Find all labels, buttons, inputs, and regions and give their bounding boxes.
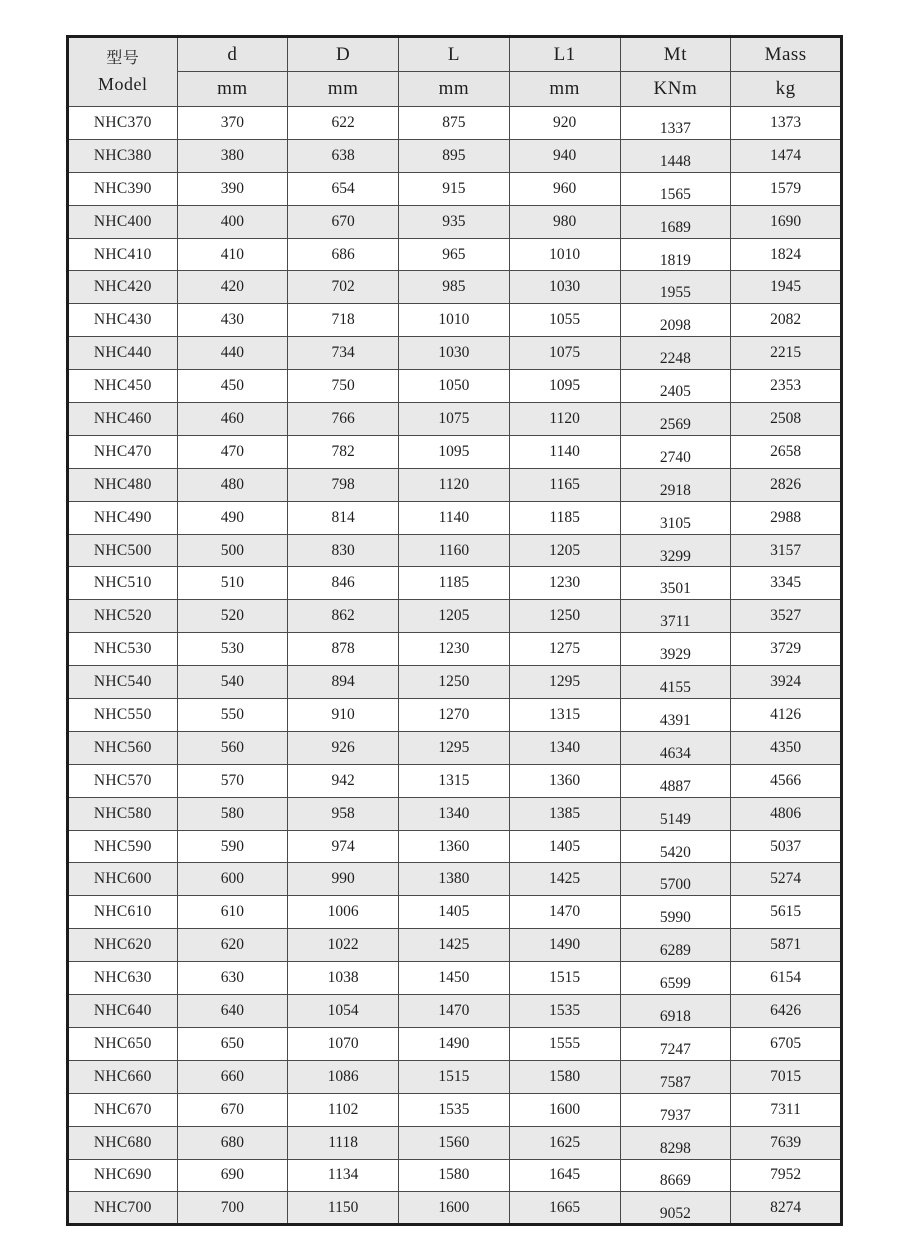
value-cell-Mt: 4155	[620, 666, 731, 699]
model-cell: NHC630	[68, 962, 178, 995]
value-cell-D: 782	[288, 435, 399, 468]
model-cell: NHC650	[68, 1027, 178, 1060]
table-row	[68, 896, 842, 929]
value-cell-D: 670	[288, 205, 399, 238]
value-cell-D: 830	[288, 534, 399, 567]
value-cell-L: 965	[399, 238, 510, 271]
value-cell-D: 1086	[288, 1060, 399, 1093]
value-cell-D: 1102	[288, 1093, 399, 1126]
value-cell-Mass: 1690	[731, 205, 842, 238]
model-cell: NHC670	[68, 1093, 178, 1126]
value-cell-D: 654	[288, 172, 399, 205]
table-row	[68, 863, 842, 896]
value-cell-D: 622	[288, 107, 399, 140]
value-cell-L1: 1360	[509, 764, 620, 797]
value-cell-d: 680	[177, 1126, 288, 1159]
value-cell-Mt: 1337	[620, 107, 731, 140]
value-cell-D: 1118	[288, 1126, 399, 1159]
model-cell: NHC490	[68, 501, 178, 534]
value-cell-Mass: 1474	[731, 139, 842, 172]
value-cell-Mt: 8298	[620, 1126, 731, 1159]
value-cell-L: 915	[399, 172, 510, 205]
model-cell: NHC460	[68, 403, 178, 436]
value-cell-L1: 1075	[509, 337, 620, 370]
value-cell-Mass: 3924	[731, 666, 842, 699]
unit-header-Mass: kg	[731, 72, 842, 107]
value-cell-d: 390	[177, 172, 288, 205]
value-cell-L: 1270	[399, 699, 510, 732]
value-cell-L1: 1030	[509, 271, 620, 304]
value-cell-Mt: 3501	[620, 567, 731, 600]
value-cell-Mt: 2405	[620, 370, 731, 403]
value-cell-Mass: 6426	[731, 995, 842, 1028]
model-cell: NHC480	[68, 468, 178, 501]
value-cell-L: 1425	[399, 929, 510, 962]
table-row	[68, 764, 842, 797]
value-cell-d: 630	[177, 962, 288, 995]
value-cell-d: 490	[177, 501, 288, 534]
value-cell-L1: 1555	[509, 1027, 620, 1060]
value-cell-d: 700	[177, 1192, 288, 1225]
value-cell-Mt: 6599	[620, 962, 731, 995]
value-cell-Mt: 3711	[620, 600, 731, 633]
value-cell-Mt: 5990	[620, 896, 731, 929]
value-cell-d: 650	[177, 1027, 288, 1060]
value-cell-d: 380	[177, 139, 288, 172]
model-cell: NHC530	[68, 633, 178, 666]
value-cell-Mass: 1824	[731, 238, 842, 271]
value-cell-D: 1022	[288, 929, 399, 962]
value-cell-d: 540	[177, 666, 288, 699]
value-cell-L1: 1645	[509, 1159, 620, 1192]
value-cell-L1: 1295	[509, 666, 620, 699]
value-cell-Mass: 1579	[731, 172, 842, 205]
value-cell-L1: 1095	[509, 370, 620, 403]
value-cell-L: 1010	[399, 304, 510, 337]
value-cell-D: 862	[288, 600, 399, 633]
value-cell-L1: 1515	[509, 962, 620, 995]
value-cell-D: 926	[288, 731, 399, 764]
value-cell-d: 590	[177, 830, 288, 863]
value-cell-L1: 1470	[509, 896, 620, 929]
value-cell-Mass: 2988	[731, 501, 842, 534]
model-cell: NHC400	[68, 205, 178, 238]
value-cell-D: 878	[288, 633, 399, 666]
value-cell-Mass: 5274	[731, 863, 842, 896]
table-row	[68, 962, 842, 995]
value-cell-D: 638	[288, 139, 399, 172]
value-cell-L: 1250	[399, 666, 510, 699]
value-cell-L1: 1140	[509, 435, 620, 468]
column-header-L1: L1	[509, 37, 620, 72]
value-cell-d: 620	[177, 929, 288, 962]
value-cell-L: 1340	[399, 797, 510, 830]
value-cell-L: 1515	[399, 1060, 510, 1093]
value-cell-Mt: 3929	[620, 633, 731, 666]
table-row	[68, 995, 842, 1028]
value-cell-Mass: 7639	[731, 1126, 842, 1159]
value-cell-L: 1380	[399, 863, 510, 896]
value-cell-D: 718	[288, 304, 399, 337]
table-row	[68, 1192, 842, 1225]
value-cell-d: 560	[177, 731, 288, 764]
value-cell-d: 600	[177, 863, 288, 896]
model-cell: NHC410	[68, 238, 178, 271]
table-row	[68, 600, 842, 633]
model-header-zh: 型号	[106, 49, 140, 67]
value-cell-D: 798	[288, 468, 399, 501]
model-cell: NHC590	[68, 830, 178, 863]
value-cell-Mt: 1565	[620, 172, 731, 205]
model-cell: NHC620	[68, 929, 178, 962]
model-cell: NHC470	[68, 435, 178, 468]
value-cell-Mt: 5700	[620, 863, 731, 896]
value-cell-Mt: 1955	[620, 271, 731, 304]
value-cell-Mass: 7952	[731, 1159, 842, 1192]
table-row	[68, 370, 842, 403]
spec-table	[66, 35, 843, 1226]
value-cell-D: 702	[288, 271, 399, 304]
value-cell-d: 610	[177, 896, 288, 929]
value-cell-Mass: 5037	[731, 830, 842, 863]
value-cell-Mt: 2918	[620, 468, 731, 501]
value-cell-L: 1295	[399, 731, 510, 764]
value-cell-D: 958	[288, 797, 399, 830]
value-cell-Mt: 2248	[620, 337, 731, 370]
table-row	[68, 501, 842, 534]
value-cell-L1: 1580	[509, 1060, 620, 1093]
value-cell-L1: 1315	[509, 699, 620, 732]
table-row	[68, 797, 842, 830]
value-cell-Mass: 3345	[731, 567, 842, 600]
table-row	[68, 699, 842, 732]
value-cell-Mt: 7247	[620, 1027, 731, 1060]
value-cell-D: 766	[288, 403, 399, 436]
value-cell-Mass: 1945	[731, 271, 842, 304]
value-cell-L: 1405	[399, 896, 510, 929]
value-cell-Mass: 6154	[731, 962, 842, 995]
table-row	[68, 238, 842, 271]
value-cell-D: 1070	[288, 1027, 399, 1060]
model-cell: NHC600	[68, 863, 178, 896]
value-cell-D: 942	[288, 764, 399, 797]
model-cell: NHC580	[68, 797, 178, 830]
value-cell-Mt: 1819	[620, 238, 731, 271]
value-cell-Mt: 4391	[620, 699, 731, 732]
value-cell-Mass: 4566	[731, 764, 842, 797]
table-header	[68, 37, 842, 107]
value-cell-D: 686	[288, 238, 399, 271]
value-cell-L1: 1120	[509, 403, 620, 436]
model-cell: NHC520	[68, 600, 178, 633]
value-cell-L1: 1185	[509, 501, 620, 534]
value-cell-Mass: 3157	[731, 534, 842, 567]
value-cell-D: 990	[288, 863, 399, 896]
value-cell-L: 895	[399, 139, 510, 172]
column-header-D: D	[288, 37, 399, 72]
model-cell: NHC560	[68, 731, 178, 764]
value-cell-d: 530	[177, 633, 288, 666]
value-cell-Mt: 1448	[620, 139, 731, 172]
value-cell-d: 440	[177, 337, 288, 370]
column-header-Mass: Mass	[731, 37, 842, 72]
value-cell-L: 1185	[399, 567, 510, 600]
model-cell: NHC680	[68, 1126, 178, 1159]
value-cell-L: 875	[399, 107, 510, 140]
table-row	[68, 1027, 842, 1060]
unit-header-L1: mm	[509, 72, 620, 107]
table-row	[68, 403, 842, 436]
value-cell-L: 1160	[399, 534, 510, 567]
value-cell-d: 450	[177, 370, 288, 403]
value-cell-L: 1075	[399, 403, 510, 436]
value-cell-L: 935	[399, 205, 510, 238]
value-cell-Mass: 2508	[731, 403, 842, 436]
value-cell-d: 500	[177, 534, 288, 567]
unit-header-D: mm	[288, 72, 399, 107]
value-cell-Mass: 2353	[731, 370, 842, 403]
value-cell-L1: 1275	[509, 633, 620, 666]
spec-table-container	[66, 35, 843, 1226]
value-cell-d: 690	[177, 1159, 288, 1192]
value-cell-Mass: 4350	[731, 731, 842, 764]
table-body	[68, 107, 842, 1225]
value-cell-Mass: 4126	[731, 699, 842, 732]
value-cell-L: 1490	[399, 1027, 510, 1060]
table-row	[68, 534, 842, 567]
value-cell-L: 1095	[399, 435, 510, 468]
table-row	[68, 435, 842, 468]
value-cell-L: 1360	[399, 830, 510, 863]
value-cell-Mass: 1373	[731, 107, 842, 140]
table-row	[68, 205, 842, 238]
value-cell-d: 550	[177, 699, 288, 732]
value-cell-L1: 1205	[509, 534, 620, 567]
table-row	[68, 929, 842, 962]
value-cell-D: 814	[288, 501, 399, 534]
value-cell-L1: 1600	[509, 1093, 620, 1126]
value-cell-Mass: 5871	[731, 929, 842, 962]
value-cell-d: 580	[177, 797, 288, 830]
value-cell-Mt: 1689	[620, 205, 731, 238]
value-cell-Mass: 2658	[731, 435, 842, 468]
value-cell-L: 1580	[399, 1159, 510, 1192]
value-cell-L: 1205	[399, 600, 510, 633]
unit-header-L: mm	[399, 72, 510, 107]
column-header-Mt: Mt	[620, 37, 731, 72]
column-header-model	[68, 37, 178, 107]
value-cell-D: 1006	[288, 896, 399, 929]
table-row	[68, 172, 842, 205]
value-cell-L1: 1625	[509, 1126, 620, 1159]
table-row	[68, 830, 842, 863]
value-cell-L1: 1665	[509, 1192, 620, 1225]
value-cell-Mt: 5149	[620, 797, 731, 830]
value-cell-d: 480	[177, 468, 288, 501]
value-cell-Mt: 3105	[620, 501, 731, 534]
value-cell-D: 974	[288, 830, 399, 863]
value-cell-d: 470	[177, 435, 288, 468]
value-cell-d: 520	[177, 600, 288, 633]
value-cell-L1: 1425	[509, 863, 620, 896]
value-cell-Mass: 2826	[731, 468, 842, 501]
value-cell-Mass: 3527	[731, 600, 842, 633]
value-cell-D: 846	[288, 567, 399, 600]
model-cell: NHC430	[68, 304, 178, 337]
model-cell: NHC700	[68, 1192, 178, 1225]
value-cell-L: 1470	[399, 995, 510, 1028]
value-cell-L: 1120	[399, 468, 510, 501]
value-cell-d: 670	[177, 1093, 288, 1126]
table-row	[68, 1126, 842, 1159]
model-cell: NHC500	[68, 534, 178, 567]
value-cell-D: 1150	[288, 1192, 399, 1225]
value-cell-Mt: 3299	[620, 534, 731, 567]
value-cell-D: 750	[288, 370, 399, 403]
model-cell: NHC660	[68, 1060, 178, 1093]
value-cell-Mass: 6705	[731, 1027, 842, 1060]
model-cell: NHC420	[68, 271, 178, 304]
table-row	[68, 107, 842, 140]
model-cell: NHC640	[68, 995, 178, 1028]
value-cell-Mt: 6918	[620, 995, 731, 1028]
value-cell-Mt: 5420	[620, 830, 731, 863]
value-cell-L1: 1055	[509, 304, 620, 337]
model-cell: NHC540	[68, 666, 178, 699]
table-row	[68, 666, 842, 699]
value-cell-Mass: 2082	[731, 304, 842, 337]
table-row	[68, 1159, 842, 1192]
value-cell-Mt: 7937	[620, 1093, 731, 1126]
value-cell-L1: 1230	[509, 567, 620, 600]
value-cell-L1: 1250	[509, 600, 620, 633]
model-cell: NHC390	[68, 172, 178, 205]
model-cell: NHC610	[68, 896, 178, 929]
table-row	[68, 1060, 842, 1093]
value-cell-L: 1560	[399, 1126, 510, 1159]
value-cell-Mt: 4634	[620, 731, 731, 764]
value-cell-L1: 940	[509, 139, 620, 172]
value-cell-d: 400	[177, 205, 288, 238]
value-cell-L1: 1340	[509, 731, 620, 764]
value-cell-Mt: 2569	[620, 403, 731, 436]
value-cell-L1: 1535	[509, 995, 620, 1028]
model-header-en: Model	[98, 73, 148, 94]
column-header-L: L	[399, 37, 510, 72]
value-cell-L: 1050	[399, 370, 510, 403]
value-cell-L: 1600	[399, 1192, 510, 1225]
value-cell-Mt: 7587	[620, 1060, 731, 1093]
model-cell: NHC510	[68, 567, 178, 600]
model-cell: NHC550	[68, 699, 178, 732]
value-cell-D: 1038	[288, 962, 399, 995]
value-cell-Mt: 2740	[620, 435, 731, 468]
value-cell-L1: 1405	[509, 830, 620, 863]
value-cell-d: 370	[177, 107, 288, 140]
value-cell-Mass: 4806	[731, 797, 842, 830]
value-cell-L: 1030	[399, 337, 510, 370]
value-cell-Mass: 5615	[731, 896, 842, 929]
value-cell-D: 734	[288, 337, 399, 370]
model-cell: NHC440	[68, 337, 178, 370]
value-cell-d: 570	[177, 764, 288, 797]
table-row	[68, 337, 842, 370]
unit-header-Mt: KNm	[620, 72, 731, 107]
table-row	[68, 304, 842, 337]
value-cell-d: 420	[177, 271, 288, 304]
model-cell: NHC690	[68, 1159, 178, 1192]
value-cell-L: 1230	[399, 633, 510, 666]
value-cell-Mt: 6289	[620, 929, 731, 962]
table-row	[68, 139, 842, 172]
value-cell-d: 430	[177, 304, 288, 337]
value-cell-L1: 1490	[509, 929, 620, 962]
table-row	[68, 731, 842, 764]
value-cell-Mt: 9052	[620, 1192, 731, 1225]
value-cell-L1: 1165	[509, 468, 620, 501]
value-cell-L: 1315	[399, 764, 510, 797]
value-cell-Mt: 8669	[620, 1159, 731, 1192]
value-cell-d: 640	[177, 995, 288, 1028]
value-cell-L1: 920	[509, 107, 620, 140]
value-cell-d: 410	[177, 238, 288, 271]
model-cell: NHC380	[68, 139, 178, 172]
value-cell-Mass: 7311	[731, 1093, 842, 1126]
value-cell-Mass: 2215	[731, 337, 842, 370]
value-cell-d: 460	[177, 403, 288, 436]
value-cell-Mt: 2098	[620, 304, 731, 337]
value-cell-Mass: 8274	[731, 1192, 842, 1225]
value-cell-D: 1054	[288, 995, 399, 1028]
column-header-d: d	[177, 37, 288, 72]
model-cell: NHC450	[68, 370, 178, 403]
table-row	[68, 1093, 842, 1126]
value-cell-L: 985	[399, 271, 510, 304]
value-cell-L: 1140	[399, 501, 510, 534]
value-cell-L1: 960	[509, 172, 620, 205]
unit-header-d: mm	[177, 72, 288, 107]
value-cell-Mass: 7015	[731, 1060, 842, 1093]
value-cell-Mass: 3729	[731, 633, 842, 666]
value-cell-L1: 1385	[509, 797, 620, 830]
value-cell-L: 1535	[399, 1093, 510, 1126]
table-row	[68, 633, 842, 666]
value-cell-L1: 980	[509, 205, 620, 238]
table-row	[68, 271, 842, 304]
value-cell-D: 1134	[288, 1159, 399, 1192]
table-row	[68, 567, 842, 600]
model-cell: NHC370	[68, 107, 178, 140]
value-cell-Mt: 4887	[620, 764, 731, 797]
value-cell-L1: 1010	[509, 238, 620, 271]
model-cell: NHC570	[68, 764, 178, 797]
table-row	[68, 468, 842, 501]
value-cell-d: 510	[177, 567, 288, 600]
value-cell-D: 910	[288, 699, 399, 732]
value-cell-L: 1450	[399, 962, 510, 995]
value-cell-d: 660	[177, 1060, 288, 1093]
value-cell-D: 894	[288, 666, 399, 699]
